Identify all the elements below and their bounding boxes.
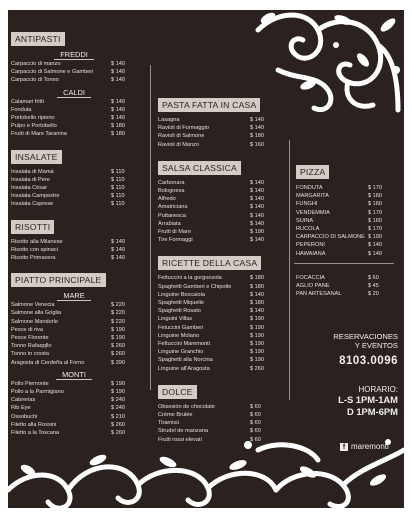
extras-list <box>296 274 394 299</box>
menu-item-price: $ 140 <box>368 242 382 249</box>
menu-item-price: $ 190 <box>250 332 264 339</box>
menu-item <box>11 421 137 429</box>
menu-item-price: $ 220 <box>111 302 125 309</box>
menu-item-name: PEPERONI <box>296 242 325 249</box>
menu-item <box>158 203 276 211</box>
menu-item-name: Arrabiata <box>158 220 181 227</box>
ricette-list <box>158 274 276 372</box>
menu-item-name: Fonduta <box>11 106 32 113</box>
menu-item <box>11 380 137 388</box>
menu-item-price: $ 110 <box>111 168 125 175</box>
menu-item-price: $ 60 <box>250 420 261 427</box>
menu-item-name: Ravioli di Formaggio <box>158 125 209 132</box>
menu-item-name: Spaghetti alla Norcina <box>158 357 213 364</box>
menu-item <box>158 220 276 228</box>
menu-item-price: $ 170 <box>368 226 382 233</box>
salsa-header: SALSA CLASSICA <box>158 161 241 175</box>
menu-item <box>158 365 276 373</box>
menu-item <box>158 132 276 140</box>
menu-item <box>158 124 276 132</box>
menu-item-price: $ 190 <box>250 324 264 331</box>
pizza-list <box>296 184 394 258</box>
menu-item-name: Bolognesa <box>158 188 185 195</box>
monti-subheader: MONTI <box>11 370 137 379</box>
ricette-header: RICETTE DELLA CASA <box>158 256 261 270</box>
piatto-header: PIATTO PRINCIPALE <box>11 273 106 287</box>
menu-item <box>158 116 276 124</box>
menu-item-price: $ 260 <box>250 365 264 372</box>
hours-sunday: D 1PM-6PM <box>346 406 398 417</box>
menu-item <box>11 413 137 421</box>
menu-item-name: Carpaccio di Tonno <box>11 77 59 84</box>
menu-item <box>11 184 137 192</box>
menu-item <box>158 356 276 364</box>
menu-item-price: $ 260 <box>111 343 125 350</box>
menu-item-price: $ 60 <box>250 428 261 435</box>
menu-item <box>158 403 276 411</box>
menu-item <box>158 411 276 419</box>
menu-item-price: $ 140 <box>250 237 264 244</box>
divider-left <box>150 65 151 390</box>
menu-item-name: Linguine all'Aragosta <box>158 365 210 372</box>
menu-item-price: $ 180 <box>111 131 125 138</box>
menu-item-price: $ 60 <box>368 274 379 281</box>
pasta-list <box>158 116 276 149</box>
menu-item <box>158 419 276 427</box>
menu-item-name: MARGARITA <box>296 193 329 200</box>
menu-item-price: $ 190 <box>111 326 125 333</box>
social-handle: maremonti <box>351 442 389 451</box>
menu-item-name: Linguini Villas <box>158 316 193 323</box>
menu-item-price: $ 190 <box>250 357 264 364</box>
menu-item-price: $ 140 <box>250 308 264 315</box>
menu-item <box>11 122 137 130</box>
menu-item-name: Tonno in crosta <box>11 351 49 358</box>
menu-item-name: Portobello ripieno <box>11 115 55 122</box>
menu-item <box>296 192 394 200</box>
menu-item-name: HAWAIANA <box>296 250 326 257</box>
menu-item <box>11 168 137 176</box>
menu-item-price: $ 180 <box>250 283 264 290</box>
menu-item-name: Filetto a la Toscana <box>11 430 60 437</box>
menu-item <box>158 179 276 187</box>
menu-item-price: $ 110 <box>111 193 125 200</box>
menu-item-name: Fettuccini Maremonti <box>158 341 210 348</box>
menu-item-name: SUINA <box>296 217 314 224</box>
menu-item <box>11 76 137 84</box>
menu-item-name: Fettuccini a la gorgonzola <box>158 275 222 282</box>
menu-item-price: $ 140 <box>111 61 125 67</box>
freddi-list <box>11 60 137 85</box>
menu-item <box>158 195 276 203</box>
menu-item-price: $ 240 <box>111 397 125 404</box>
menu-item <box>158 236 276 244</box>
menu-item <box>158 332 276 340</box>
menu-item-price: $ 140 <box>250 291 264 298</box>
menu-item-price: $ 190 <box>250 229 264 236</box>
menu-item <box>11 254 137 262</box>
menu-item-name: Salmone Mandorle <box>11 318 58 325</box>
menu-item-price: $ 160 <box>368 201 382 208</box>
menu-item-price: $ 20 <box>368 291 379 298</box>
menu-item-price: $ 180 <box>250 275 264 282</box>
salsa-list <box>158 179 276 245</box>
menu-item <box>296 274 394 282</box>
menu-item-name: FUNGHI <box>296 201 318 208</box>
menu-item-name: Tire Formaggi <box>158 237 193 244</box>
column-middle <box>158 95 276 444</box>
menu-item <box>11 192 137 200</box>
risotti-list <box>11 238 137 263</box>
menu-item-name: Fetuccini Gamberi <box>158 324 204 331</box>
menu-item-name: Ravioli di Salmone <box>158 133 205 140</box>
menu-item <box>11 246 137 254</box>
menu-item-name: Filetto alla Rossini <box>11 421 57 428</box>
menu-item-price: $ 140 <box>368 250 382 257</box>
menu-item-name: AGLIO PANE <box>296 283 330 290</box>
menu-item <box>158 187 276 195</box>
menu-item-name: Amatriciana <box>158 204 188 211</box>
menu-item-name: FONDUTA <box>296 185 323 191</box>
mare-list <box>11 301 137 367</box>
menu-item <box>158 348 276 356</box>
menu-item-price: $ 190 <box>250 341 264 348</box>
dolce-header: DOLCE <box>158 385 197 399</box>
menu-item <box>158 291 276 299</box>
menu-item-price: $ 140 <box>111 115 125 122</box>
menu-item-price: $ 140 <box>250 220 264 227</box>
menu-item <box>158 307 276 315</box>
menu-item <box>11 309 137 317</box>
menu-item-price: $ 140 <box>111 238 125 245</box>
menu-item-name: Frutti rossi elevati <box>158 436 202 443</box>
hours-label: HORARIO: <box>358 385 398 394</box>
menu-item-name: Frutti di Mare <box>158 229 191 236</box>
menu-item-name: Tonno Rafaqqllo <box>11 343 52 350</box>
menu-item-price: $ 190 <box>111 389 125 396</box>
menu-item <box>296 225 394 233</box>
menu-item-name: FOCACCIA <box>296 274 325 281</box>
menu-item-name: Carpaccio di Salmone e Gamberi <box>11 69 94 76</box>
menu-item-name: Carpaccio di manzo <box>11 61 61 67</box>
menu-item-name: Pulpo e Portobello <box>11 123 57 130</box>
menu-item-name: Lasagna <box>158 117 180 123</box>
social-link[interactable] <box>340 442 389 451</box>
menu-item-name: Carbonara <box>158 179 185 186</box>
menu-item-price: $ 190 <box>368 234 382 241</box>
menu-item-name: Insalata Campestre <box>11 193 60 200</box>
menu-item-name: Strudel de manzana <box>158 428 209 435</box>
menu-item <box>158 427 276 435</box>
mare-subheader: MARE <box>11 291 137 300</box>
menu-item-name: Aragosta di Cerdeña al Forno <box>11 359 85 366</box>
pasta-header: PASTA FATTA IN CASA <box>158 98 260 112</box>
menu-item <box>158 340 276 348</box>
menu-item-price: $ 260 <box>111 430 125 437</box>
menu-item-name: Calamari fritti <box>11 98 44 105</box>
menu-item-price: $ 240 <box>111 405 125 412</box>
menu-item-name: Insalata di Pere <box>11 176 50 183</box>
menu-item-price: $ 260 <box>111 421 125 428</box>
menu-item <box>158 228 276 236</box>
menu-item-name: Salmone Venecia <box>11 302 55 309</box>
menu-item-price: $ 140 <box>111 69 125 76</box>
menu-item-price: $ 140 <box>250 204 264 211</box>
menu-item-price: $ 180 <box>250 300 264 307</box>
menu-item-price: $ 140 <box>111 98 125 105</box>
menu-item-name: Risotto alla Milanese <box>11 238 63 245</box>
phone-number[interactable]: 8103.0096 <box>339 355 398 367</box>
menu-item <box>11 238 137 246</box>
facebook-icon: f <box>340 443 348 451</box>
menu-item-name: Insalata Caprese <box>11 201 54 208</box>
menu-item <box>11 301 137 309</box>
menu-item-price: $ 190 <box>250 316 264 323</box>
menu-item <box>11 359 137 367</box>
menu-item <box>11 429 137 437</box>
menu-item-price: $ 110 <box>111 185 125 192</box>
menu-item <box>158 324 276 332</box>
menu-item <box>11 176 137 184</box>
menu-item-name: Salmone alla Griglia <box>11 310 62 317</box>
menu-item-price: $ 140 <box>250 196 264 203</box>
contact-block <box>302 332 398 418</box>
menu-item-price: $ 60 <box>250 403 261 410</box>
menu-item <box>11 318 137 326</box>
reservations-label: RESERVACIONES <box>333 332 398 341</box>
menu-item <box>11 200 137 208</box>
menu-item-name: CARPACCIO DI SALMONE <box>296 234 365 241</box>
menu-item-price: $ 390 <box>111 359 125 366</box>
menu-item-price: $ 140 <box>250 188 264 195</box>
menu-item-name: Rib Eye <box>11 405 31 412</box>
menu-item <box>296 250 394 258</box>
divider-right <box>289 140 290 400</box>
menu-item-price: $ 220 <box>111 318 125 325</box>
menu-item-price: $ 140 <box>111 255 125 262</box>
menu-item-name: RUCOLA <box>296 226 320 233</box>
menu-item-price: $ 60 <box>250 412 261 419</box>
menu-item <box>296 290 394 298</box>
menu-item <box>11 334 137 342</box>
menu-item <box>11 388 137 396</box>
menu-item-price: $ 170 <box>368 209 382 216</box>
menu-item-name: Linguine Boscaiola <box>158 291 205 298</box>
menu-item-price: $ 110 <box>111 201 125 208</box>
monti-list <box>11 380 137 437</box>
menu-item-name: Spaghetti Miquelle <box>158 300 205 307</box>
menu-item-name: Tiramisú <box>158 420 180 427</box>
menu-item-price: $ 210 <box>111 413 125 420</box>
menu-item <box>296 200 394 208</box>
menu-item-name: Insalata César <box>11 185 48 192</box>
menu-item-name: Obsesión de chocolate <box>158 403 215 410</box>
menu-item-name: Spaghetti Gamberi e Chipotle <box>158 283 232 290</box>
menu-item-name: Frutti di Mare Taranina <box>11 131 67 138</box>
caldi-list <box>11 98 137 139</box>
insalate-list <box>11 168 137 209</box>
menu-item <box>158 212 276 220</box>
menu-item-price: $ 110 <box>111 176 125 183</box>
menu-item-name: Ravioli di Manzo <box>158 141 200 148</box>
column-left <box>11 29 137 437</box>
menu-item <box>11 130 137 138</box>
menu-item-price: $ 160 <box>368 193 382 200</box>
column-right <box>296 162 394 298</box>
menu-item-name: Spaghetti Rosato <box>158 308 201 315</box>
menu-item-price: $ 140 <box>111 246 125 253</box>
menu-item <box>11 326 137 334</box>
menu-item-price: $ 190 <box>250 349 264 356</box>
menu-item-price: $ 60 <box>250 436 261 443</box>
pizza-header: PIZZA <box>296 165 329 179</box>
events-label: Y EVENTOS <box>354 341 398 350</box>
hours-weekdays: L-S 1PM-1AM <box>338 394 398 405</box>
menu-item-name: Ossobuchi <box>11 413 38 420</box>
menu-item-name: Linguine Granchio <box>158 349 204 356</box>
menu-item-name: Pollo a la Parmigiano <box>11 389 64 396</box>
menu-item-price: $ 180 <box>250 133 264 140</box>
menu-item <box>296 282 394 290</box>
menu-item-price: $ 170 <box>368 185 382 191</box>
menu-item-name: Insalata di Mamá <box>11 168 54 175</box>
menu-item-price: $ 260 <box>111 351 125 358</box>
menu-item-name: Cabrerias <box>11 397 36 404</box>
menu-item <box>11 396 137 404</box>
menu-item <box>296 233 394 241</box>
risotti-header: RISOTTI <box>11 220 54 234</box>
menu-item-name: Linguine Molano <box>158 332 200 339</box>
menu-item-price: $ 45 <box>368 283 379 290</box>
menu-item-name: Risotto con spinaci <box>11 246 58 253</box>
menu-item-price: $ 140 <box>250 212 264 219</box>
menu-item-price: $ 140 <box>250 117 264 123</box>
menu-item <box>11 350 137 358</box>
menu-item <box>11 114 137 122</box>
menu-item <box>158 283 276 291</box>
menu-item-name: Risotto Primavera <box>11 255 56 262</box>
menu-item-price: $ 140 <box>250 125 264 132</box>
menu-item <box>296 209 394 217</box>
menu-item <box>296 241 394 249</box>
menu-item-price: $ 140 <box>111 106 125 113</box>
menu-item-name: Pollo Piemonte <box>11 380 49 387</box>
menu-item <box>296 184 394 192</box>
menu-item-price: $ 140 <box>250 179 264 186</box>
menu-item <box>158 315 276 323</box>
menu-item-price: $ 190 <box>111 380 125 387</box>
menu-item-name: Pesce Florente <box>11 335 49 342</box>
menu-item <box>158 141 276 149</box>
menu-item <box>11 404 137 412</box>
menu-item <box>11 98 137 106</box>
menu-item-price: $ 220 <box>111 310 125 317</box>
menu-item-price: $ 180 <box>111 123 125 130</box>
antipasti-header: ANTIPASTI <box>11 32 65 46</box>
menu-item <box>158 274 276 282</box>
menu-item <box>11 106 137 114</box>
dolce-list <box>158 403 276 444</box>
menu-item-name: Alfredo <box>158 196 176 203</box>
menu-item-name: Pesce di riva <box>11 326 44 333</box>
menu-item-name: Crème Brulée <box>158 412 193 419</box>
menu-item-price: $ 190 <box>111 335 125 342</box>
menu-item-price: $ 140 <box>111 77 125 84</box>
menu-item <box>11 60 137 68</box>
menu-page <box>8 10 404 508</box>
menu-item <box>11 68 137 76</box>
menu-item-name: VENDEMMIA <box>296 209 330 216</box>
freddi-subheader: FREDDI <box>11 50 137 59</box>
menu-item <box>158 299 276 307</box>
menu-item-name: Puttanesca <box>158 212 186 219</box>
menu-item <box>158 436 276 444</box>
menu-item-name: PAN ARTESANAL <box>296 291 342 298</box>
menu-item-price: $ 160 <box>250 141 264 148</box>
caldi-subheader: CALDI <box>11 88 137 97</box>
menu-item <box>11 342 137 350</box>
menu-item-price: $ 160 <box>368 217 382 224</box>
insalate-header: INSALATE <box>11 150 62 164</box>
menu-item <box>296 217 394 225</box>
